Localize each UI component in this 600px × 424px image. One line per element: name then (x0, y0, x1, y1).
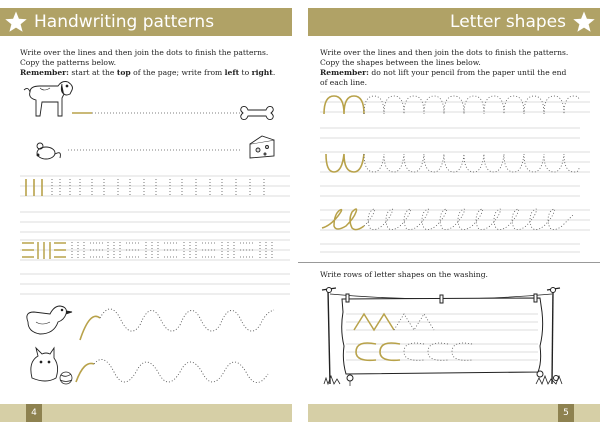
right-footer-bar (308, 404, 600, 422)
right-remember-line2: of each line. (320, 78, 368, 87)
remember-left: left (224, 68, 240, 77)
right-instruction-line2: Copy the shapes between the lines below. (320, 58, 481, 67)
remember-label: Remember: (20, 68, 69, 77)
left-page-number: 4 (26, 404, 42, 422)
left-page-title: Handwriting patterns (34, 12, 215, 32)
remember-text: . (272, 68, 276, 77)
right-page-number: 5 (558, 404, 574, 422)
washing-line-icon (322, 288, 562, 387)
remember-top: top (116, 68, 131, 77)
mouse-icon (37, 143, 60, 159)
loop-pattern (320, 209, 590, 252)
kitten-icon (31, 348, 58, 381)
cheese-icon (250, 136, 274, 158)
left-footer-bar (0, 404, 292, 422)
remember-text: of the page; write from (130, 68, 225, 77)
duck-icon (27, 306, 72, 334)
right-page-title: Letter shapes (450, 12, 566, 32)
left-instruction-line2: Copy the patterns below. (20, 58, 116, 67)
u-shape-pattern (320, 152, 590, 196)
yarn-ball-icon (60, 372, 72, 384)
remember-right: right (251, 68, 273, 77)
arch-pattern (320, 92, 590, 138)
left-instruction-line1: Write over the lines and then join the dots to finish the patterns. (20, 48, 269, 57)
vertical-lines-pattern (20, 176, 290, 232)
remember-text: to (239, 68, 252, 77)
remember-label: Remember: (320, 68, 369, 77)
remember-text: start at the (69, 68, 117, 77)
remember-text: do not lift your pencil from the paper until the end (369, 68, 567, 77)
dog-icon (24, 82, 73, 117)
bone-icon (241, 106, 274, 119)
right-instruction-line1: Write over the lines and then join the dots to finish the patterns. (320, 48, 569, 57)
washing-instruction: Write rows of letter shapes on the washing. (320, 270, 488, 279)
line-combo-pattern (20, 240, 290, 294)
